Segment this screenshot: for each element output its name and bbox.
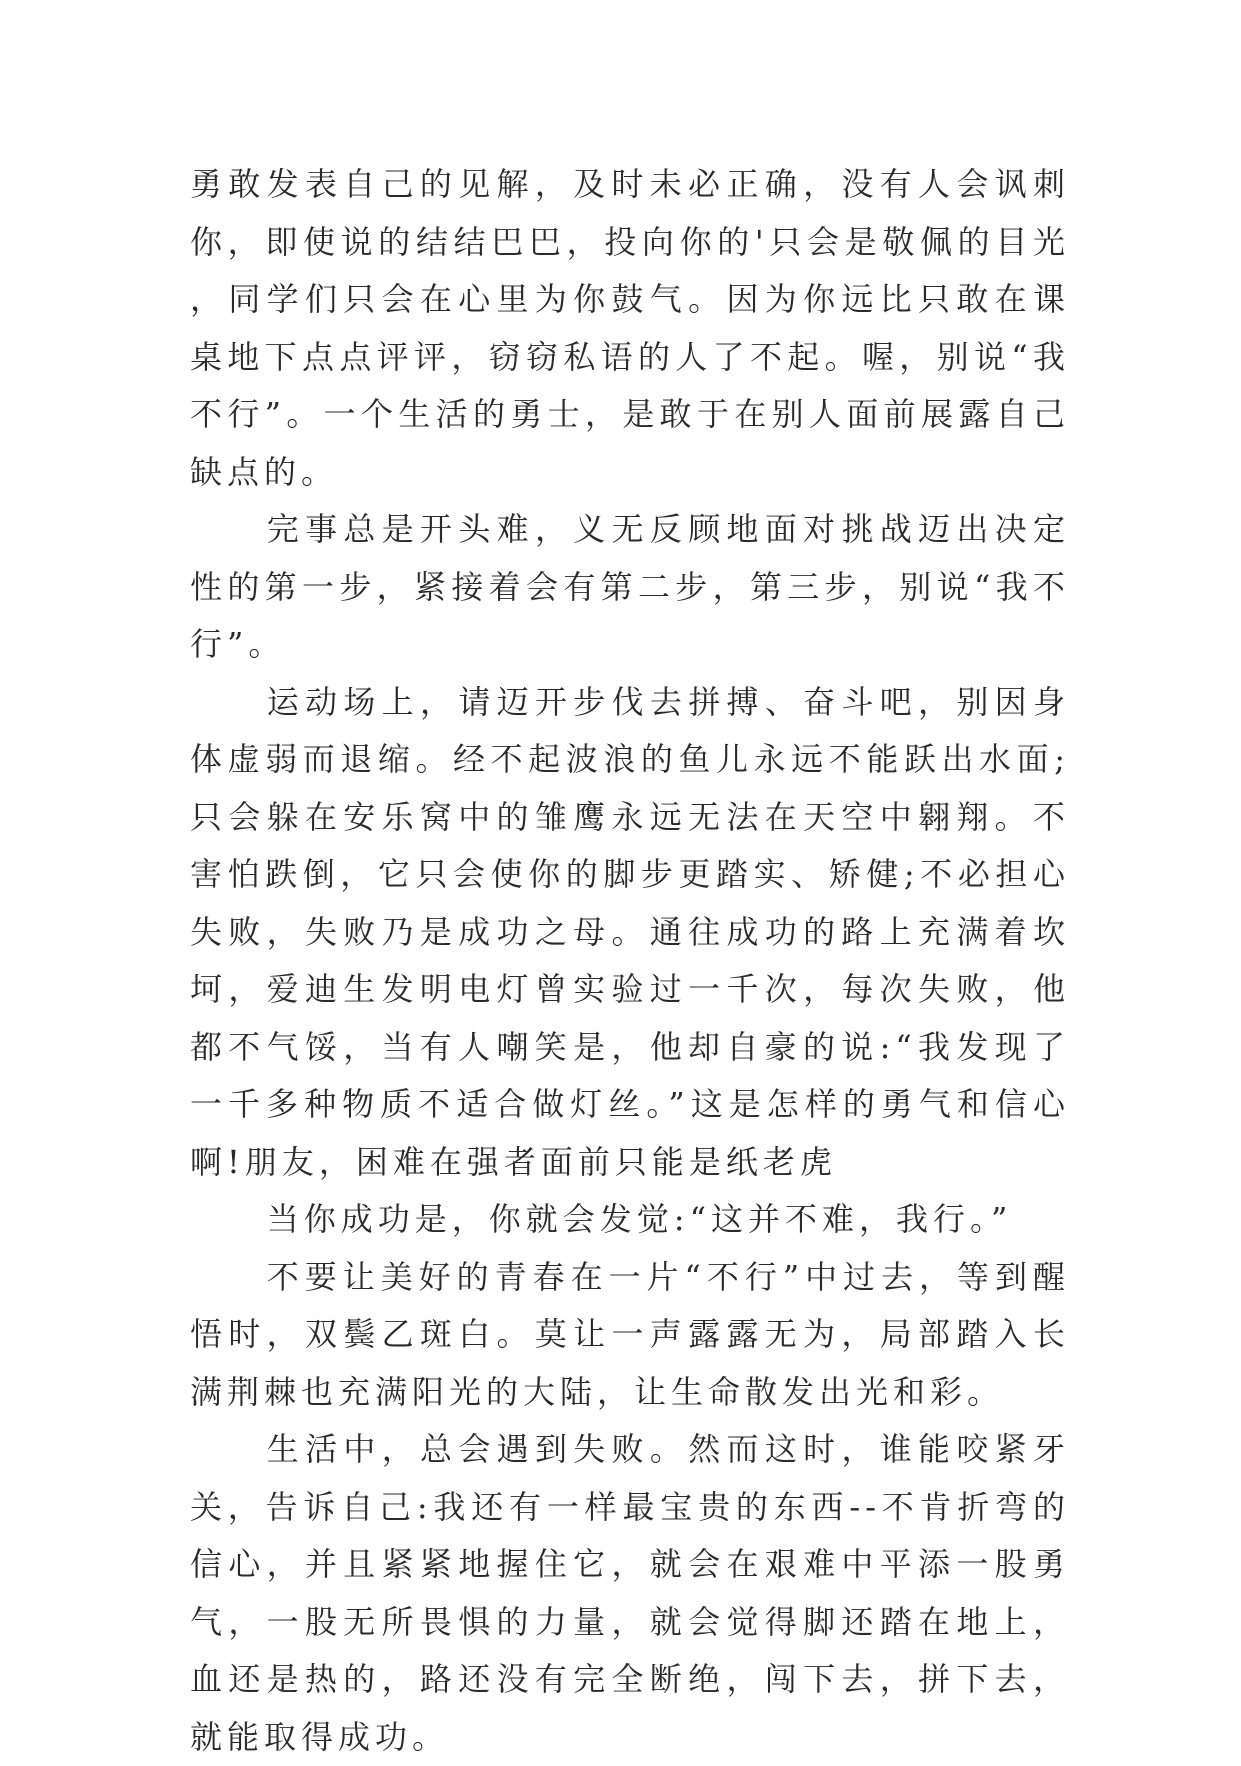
paragraph-3: 运动场上，请迈开步伐去拼搏、奋斗吧，别因身体虚弱而退缩。经不起波浪的鱼儿永远不能跃出水面;只会躲在安乐窝中的雏鹰永远无法在天空中翱翔。不害怕跌倒，它只会使你的脚步更踏实、矫健;不必担心失败，失败乃是成功之母。通往成功的路上充满着坎坷，爱迪生发明电灯曾实验过一千次，每次失败，他都不气馁，当有人嘲笑是，他却自豪的说:“我发现了一千多种物质不适合做灯丝。”这是怎样的勇气和信心啊!朋友，困难在强者面前只能是纸老虎: [190, 682, 1070, 1181]
paragraph-5: 不要让美好的青春在一片“不行”中过去，等到醒悟时，双鬓乙斑白。莫让一声露露无为，局部踏入长满荆棘也充满阳光的大陆，让生命散发出光和彩。: [190, 1257, 1070, 1411]
paragraph-2: 完事总是开头难，义无反顾地面对挑战迈出决定性的第一步，紧接着会有第二步，第三步，别说“我不行”。: [190, 510, 1070, 663]
paragraph-1: 勇敢发表自己的见解，及时未必正确，没有人会讽刺你，即使说的结结巴巴，投向你的'只会是敬佩的目光，同学们只会在心里为你鼓气。因为你远比只敢在课桌地下点点评评，窃窃私语的人了不起。喔，别说“我不行”。一个生活的勇士，是敢于在别人面前展露自己缺点的。: [190, 165, 1070, 491]
paragraph-6: 生活中，总会遇到失败。然而这时，谁能咬紧牙关，告诉自己:我还有一样最宝贵的东西--不肯折弯的信心，并且紧紧地握住它，就会在艰难中平添一股勇气，一股无所畏惧的力量，就会觉得脚还踏在地上，血还是热的，路还没有完全断绝，闯下去，拼下去，就能取得成功。: [190, 1430, 1070, 1756]
document-body: [190, 156, 1070, 1766]
paragraph-4: 当你成功是，你就会发觉:“这并不难，我行。”: [266, 1200, 1013, 1238]
